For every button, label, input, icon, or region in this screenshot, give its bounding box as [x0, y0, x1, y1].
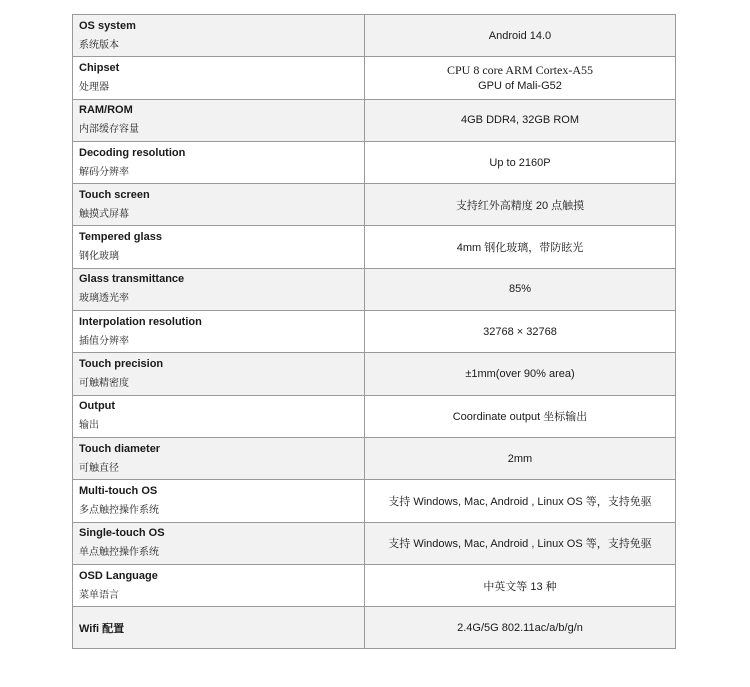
row-value: 中英文等 13 种 [365, 564, 676, 606]
row-label [73, 437, 365, 479]
label-zh: 玻璃透光率 [79, 293, 129, 305]
label-zh: 钢化玻璃 [79, 251, 119, 263]
row-label [73, 607, 365, 649]
table-row [73, 395, 676, 437]
label-zh: 插值分辨率 [79, 335, 129, 347]
label-en: Tempered glass [79, 231, 162, 244]
row-label [73, 522, 365, 564]
label-zh: 内部缓存容量 [79, 124, 139, 136]
label-zh: 可触直径 [79, 462, 119, 474]
label-zh: 输出 [79, 420, 99, 432]
label-zh: 可触精密度 [79, 378, 129, 390]
table-row [73, 480, 676, 522]
row-label [73, 480, 365, 522]
label-en: Interpolation resolution [79, 315, 202, 328]
label-en: OS system [79, 19, 136, 32]
row-label [73, 226, 365, 268]
row-label [73, 353, 365, 395]
row-value: ±1mm(over 90% area) [365, 353, 676, 395]
label-en: RAM/ROM [79, 104, 133, 117]
label-en: Touch precision [79, 358, 164, 371]
table-row [73, 564, 676, 606]
row-label [73, 15, 365, 57]
label-en: Output [79, 400, 116, 413]
table-row [73, 607, 676, 649]
label-en: Touch screen [79, 188, 150, 201]
row-value: 4GB DDR4, 32GB ROM [365, 99, 676, 141]
table-row [73, 57, 676, 99]
table-row [73, 311, 676, 353]
row-label [73, 184, 365, 226]
spec-table [72, 14, 676, 649]
table-row [73, 141, 676, 183]
row-value: 支持 Windows, Mac, Android , Linux OS 等，支持免驱 [365, 522, 676, 564]
table-row [73, 184, 676, 226]
value-line-1: CPU 8 core ARM Cortex-A55 [447, 62, 593, 77]
table-row [73, 353, 676, 395]
row-label [73, 564, 365, 606]
row-value: 2mm [365, 437, 676, 479]
table-row [73, 268, 676, 310]
row-label [73, 395, 365, 437]
label-en: Touch diameter [79, 442, 161, 455]
row-value: 4mm 钢化玻璃，带防眩光 [365, 226, 676, 268]
label-zh: 菜单语言 [79, 589, 119, 601]
table-row [73, 15, 676, 57]
label-en: Glass transmittance [79, 273, 185, 286]
label-zh: 多点触控操作系统 [79, 504, 159, 516]
label-zh: 触摸式屏幕 [79, 208, 129, 220]
value-line-2: GPU of Mali-G52 [478, 79, 562, 92]
row-value: 支持 Windows, Mac, Android , Linux OS 等，支持免驱 [365, 480, 676, 522]
row-label [73, 99, 365, 141]
label-en: Chipset [79, 61, 120, 74]
row-value: 2.4G/5G 802.11ac/a/b/g/n [365, 607, 676, 649]
row-value: Android 14.0 [365, 15, 676, 57]
row-value: 32768 × 32768 [365, 311, 676, 353]
label-zh: 系统版本 [79, 39, 119, 51]
label-en: Multi-touch OS [79, 484, 158, 497]
row-value [365, 57, 676, 99]
row-label [73, 141, 365, 183]
row-label [73, 57, 365, 99]
table-row [73, 522, 676, 564]
label-zh: 单点触控操作系统 [79, 547, 159, 559]
row-label [73, 268, 365, 310]
table-row [73, 99, 676, 141]
label-single: Wifi 配置 [79, 622, 125, 635]
label-zh: 处理器 [79, 81, 109, 93]
table-row [73, 437, 676, 479]
label-en: Single-touch OS [79, 527, 165, 540]
row-value: 85% [365, 268, 676, 310]
label-en: Decoding resolution [79, 146, 186, 159]
label-en: OSD Language [79, 569, 158, 582]
row-label [73, 311, 365, 353]
row-value: 支持红外高精度 20 点触摸 [365, 184, 676, 226]
label-zh: 解码分辨率 [79, 166, 129, 178]
row-value: Up to 2160P [365, 141, 676, 183]
row-value: Coordinate output 坐标输出 [365, 395, 676, 437]
table-row [73, 226, 676, 268]
